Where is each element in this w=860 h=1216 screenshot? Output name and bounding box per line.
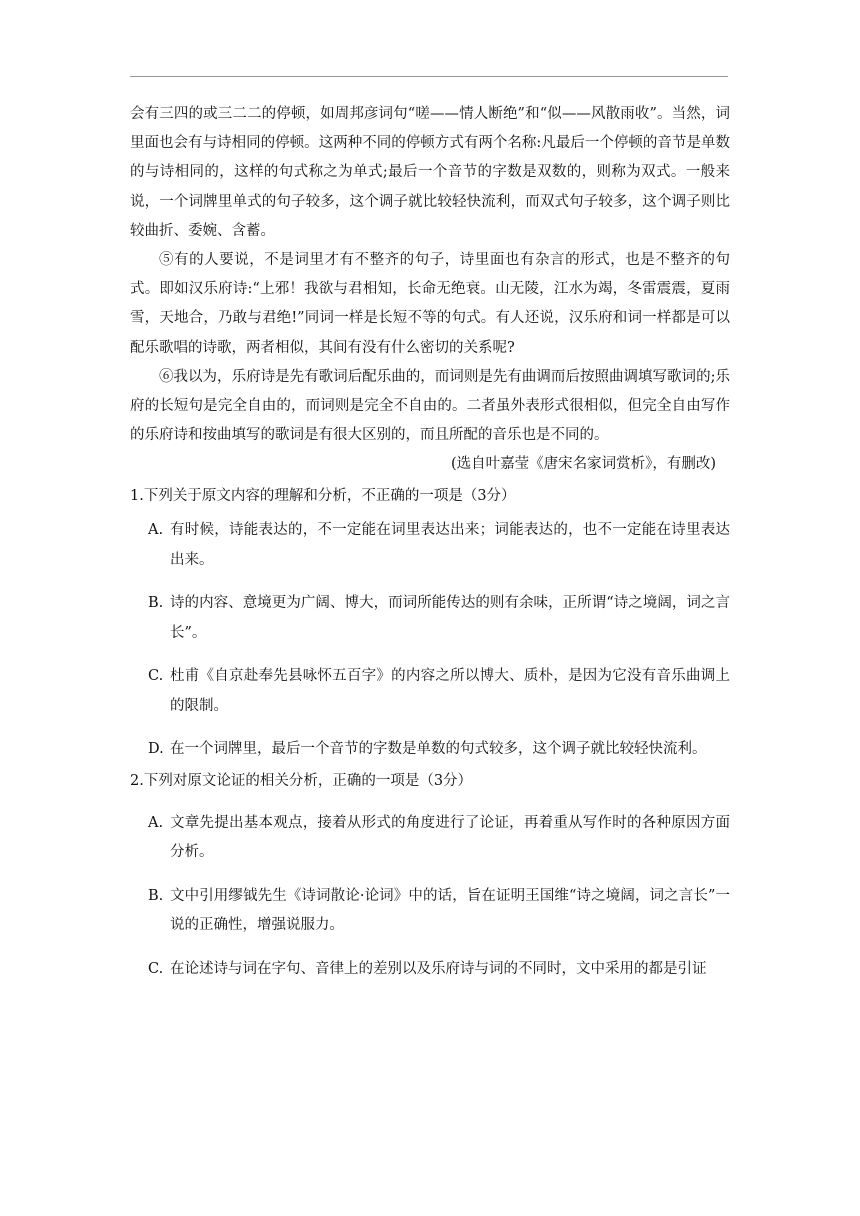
option-letter: C. [148, 668, 164, 685]
option-text: 杜甫《自京赴奉先县咏怀五百字》的内容之所以博大、质朴，是因为它没有音乐曲调上的限制。 [170, 668, 730, 714]
document-page [130, 100, 730, 984]
passage-paragraph-5: ⑤有的人要说，不是词里才有不整齐的句子，诗里面也有杂言的形式，也是不整齐的句式。即如汉乐府诗:“上邪！我欲与君相知，长命无绝衰。山无陵，江水为竭，冬雷震震，夏雨雪，天地合，乃敢与君绝!”同词一样是长短不等的句式。有人还说，汉乐府和词一样都是可以配乐歌唱的诗歌，两者相似，其间有没有什么密切的关系呢? [130, 252, 730, 356]
question-1-option-c[interactable] [130, 662, 730, 721]
question-1-options [130, 516, 730, 765]
option-text: 文中引用缪钺先生《诗词散论·论词》中的话，旨在证明王国维“诗之境阔，词之言长”一说的正确性，增强说服力。 [170, 887, 730, 934]
question-2-options [130, 809, 730, 985]
question-2-option-c[interactable] [130, 955, 730, 985]
question-2-option-b[interactable] [130, 882, 730, 941]
question-2-stem: 2.下列对原文论证的相关分析，正确的一项是（3分） [130, 772, 473, 789]
option-text: 在一个词牌里，最后一个音节的字数是单数的句式较多，这个调子就比较轻快流利。 [170, 741, 707, 758]
question-2 [130, 767, 730, 985]
option-text: 有时候，诗能表达的，不一定能在词里表达出来；词能表达的，也不一定能在诗里表达出来。 [170, 522, 730, 568]
question-1 [130, 482, 730, 765]
passage-paragraph-6: ⑥我以为，乐府诗是先有歌词后配乐曲的，而词则是先有曲调而后按照曲调填写歌词的;乐府的长短句是完全自由的，而词则是完全不自由的。二者虽外表形式很相似，但完全自由写作的乐府诗和按曲填写的歌词是有很大区别的，而且所配的音乐也是不同的。 [130, 368, 730, 444]
option-text: 在论述诗与词在字句、音律上的差别以及乐府诗与词的不同时，文中采用的都是引证 [170, 960, 707, 977]
option-letter: D. [148, 741, 164, 758]
option-letter: A. [148, 814, 164, 831]
option-letter: A. [148, 522, 164, 539]
option-letter: C. [148, 960, 164, 977]
question-1-option-b[interactable] [130, 589, 730, 648]
question-1-stem: 1.下列关于原文内容的理解和分析，不正确的一项是（3分） [130, 488, 516, 505]
option-text: 诗的内容、意境更为广阔、博大，而词所能传达的则有余味，正所谓“诗之境阔，词之言长”。 [170, 595, 730, 641]
passage-paragraph-4-continued: 会有三四的或三二二的停顿，如周邦彦词句“嗟——情人断绝”和“似——风散雨收”。当然，词里面也会有与诗相同的停顿。这两种不同的停顿方式有两个名称:凡最后一个停顿的音节是单数的与诗相同的，这样的句式称之为单式;最后一个音节的字数是双数的，则称为双式。一般来说，一个词牌里单式的句子较多，这个调子就比较轻快流利，而双式句子较多，这个调子则比较曲折、委婉、含蓄。 [130, 106, 730, 239]
question-1-option-a[interactable] [130, 516, 730, 575]
option-letter: B. [148, 887, 164, 904]
question-1-option-d[interactable] [130, 735, 730, 765]
option-text: 文章先提出基本观点，接着从形式的角度进行了论证，再着重从写作时的各种原因方面分析。 [170, 814, 730, 861]
option-letter: B. [148, 595, 164, 612]
passage-source-citation: (选自叶嘉莹《唐宋名家词赏析》，有删改) [450, 456, 716, 473]
question-2-option-a[interactable] [130, 809, 730, 868]
header-rule [130, 76, 728, 77]
